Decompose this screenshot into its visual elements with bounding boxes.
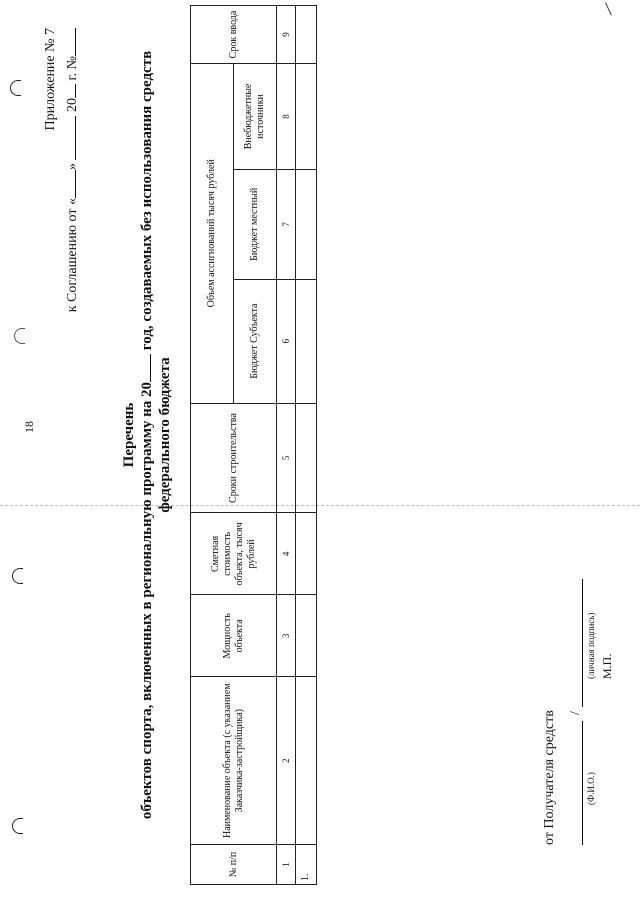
col-number: 1 bbox=[277, 845, 296, 885]
title-subheading-end: федерального бюджета bbox=[157, 357, 173, 513]
header-cost: Сметная стоимость объекта, тысяч рублей bbox=[191, 513, 277, 595]
title-heading: Перечень bbox=[121, 402, 137, 468]
page-number: 18 bbox=[22, 421, 36, 433]
personal-signature-line bbox=[582, 579, 583, 707]
appendix-title: Приложение № 7 bbox=[43, 28, 58, 131]
signature-from: от Получателя средств bbox=[542, 710, 557, 845]
row-cell bbox=[296, 513, 317, 595]
header-budget-subject: Бюджет Субъекта bbox=[234, 279, 277, 403]
row-cell bbox=[296, 6, 317, 64]
fio-caption: (Ф.И.О.) bbox=[586, 772, 596, 805]
col-number: 5 bbox=[277, 403, 296, 513]
fio-line bbox=[582, 721, 583, 845]
col-number: 8 bbox=[277, 63, 296, 169]
appendix-block bbox=[40, 28, 84, 312]
header-budget-local: Бюджет местный bbox=[234, 169, 277, 279]
header-num: № п/п bbox=[191, 845, 277, 885]
col-number: 7 bbox=[277, 169, 296, 279]
personal-signature-caption: (личная подпись) bbox=[586, 612, 596, 679]
row-cell bbox=[296, 169, 317, 279]
row-num: 1. bbox=[296, 845, 317, 885]
row-cell bbox=[296, 403, 317, 513]
row-cell bbox=[296, 595, 317, 677]
col-number: 3 bbox=[277, 595, 296, 677]
appendix-agreement: к Соглашению от «» 20 г. № bbox=[62, 28, 84, 312]
col-number: 9 bbox=[277, 6, 296, 64]
header-volume-group: Объем ассигнований тысяч рублей bbox=[191, 63, 234, 403]
stamp-placeholder: М.П. bbox=[600, 653, 614, 679]
column-number-row bbox=[277, 6, 296, 885]
header-name: Наименование объекта (с указанием Заказчика-застройщика) bbox=[191, 677, 277, 845]
objects-table bbox=[190, 5, 317, 885]
header-capacity: Мощность объекта bbox=[191, 595, 277, 677]
table-row bbox=[296, 6, 317, 885]
table-header-row bbox=[191, 6, 234, 885]
header-extrabudget: Внебюджетные источники bbox=[234, 63, 277, 169]
col-number: 4 bbox=[277, 513, 296, 595]
document-title bbox=[120, 5, 174, 865]
row-cell bbox=[296, 63, 317, 169]
row-cell bbox=[296, 677, 317, 845]
header-commission: Срок ввода bbox=[191, 6, 277, 64]
signature-slash: / bbox=[568, 711, 583, 715]
col-number: 2 bbox=[277, 677, 296, 845]
header-terms: Сроки строительства bbox=[191, 403, 277, 513]
title-subheading: объектов спорта, включенных в региональную программу на 20 год, создаваемых без использования средств bbox=[139, 50, 155, 820]
row-cell bbox=[296, 279, 317, 403]
col-number: 6 bbox=[277, 279, 296, 403]
